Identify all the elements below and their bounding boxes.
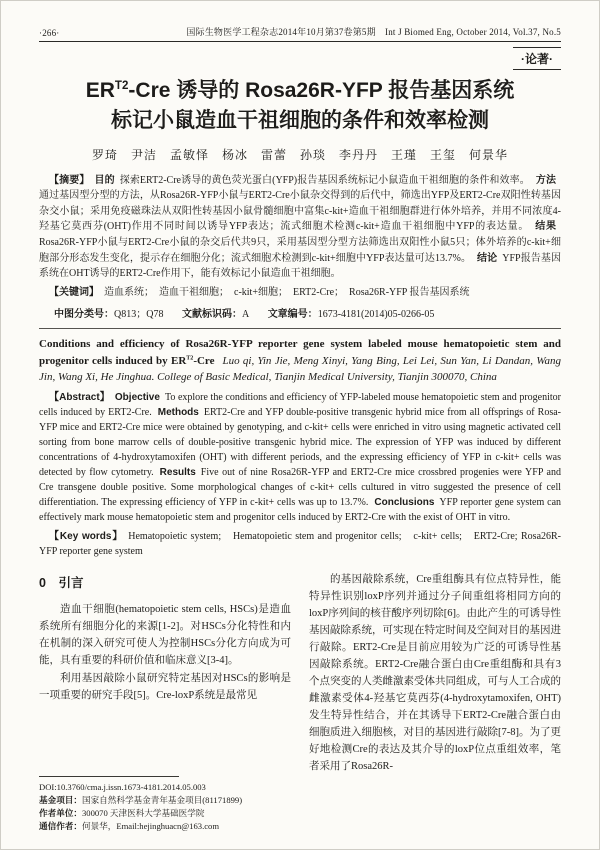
keywords-zh — [39, 285, 561, 301]
objective-label-en: Objective — [114, 391, 160, 403]
intro-paragraph-1: 造血干细胞(hematopoietic stem cells, HSCs)是造血系统所有细胞分化的来源[1-2]。对HSCs分化特性和内在机制的深入研究可使人为控制HSCs分化方向成为可能，具有重要的科研价值和临床意义[3-4]。 — [39, 604, 291, 667]
authors-zh: 罗琦 尹洁 孟敏怿 杨冰 雷蕾 孙琰 李丹丹 王瑾 王玺 何景华 — [91, 147, 508, 162]
page-header — [39, 25, 561, 41]
methods-text-zh: 通过基因型分型的方法，从Rosa26R-YFP小鼠与ERT2-Cre小鼠杂交得到的后代中，筛选出YFP及ERT2-Cre双阳性转基因杂交小鼠；采用免疫磁珠法从双阳性转基因小鼠骨髓细胞中富集c-kit+造血干祖细胞群进行体外培养，并用不同浓度4-羟基它莫西芬(OHT)作用不同时间以诱导YFP表达；流式细胞术检测c-kit+造血干祖细胞中YFP的表达量。 — [39, 190, 561, 233]
right-column — [309, 571, 561, 833]
abstract-label: 【摘要】 — [49, 174, 90, 186]
objective-label-zh: 目的 — [94, 174, 115, 186]
fund-line: 基金项目：国家自然科学基金青年基金项目(81171899) — [39, 795, 243, 806]
article-type-row — [39, 47, 561, 70]
conclusion-text-zh: YFP报告基因系统在OHT诱导的ERT2-Cre作用下，能有效标记小鼠造血干祖细胞。 — [39, 252, 561, 280]
keywords-en — [39, 529, 561, 559]
methods-label-zh: 方法 — [535, 174, 557, 186]
header-rule — [39, 41, 561, 42]
conclusion-label-zh: 结论 — [477, 252, 498, 264]
authors-en: Luo qi, Yin Jie, Meng Xinyi, Yang Bing, Lei Lei, Sun Yan, Li Dandan, Wang Jin, Wang Xi, He Jinghua. College of Basic Medical, Tianjin Medical University, Tianjin 300070, China — [39, 354, 561, 384]
keywords-label-zh: 【关键词】 — [49, 286, 99, 298]
footnotes — [39, 776, 291, 833]
title-en — [39, 336, 561, 386]
objective-text-zh: 探索ERT2-Cre诱导的黄色荧光蛋白(YFP)报告基因系统标记小鼠造血干祖细胞的条件和效率。 — [119, 174, 530, 186]
document-code: 文献标识码：A — [181, 309, 250, 321]
title-superscript: T2 — [114, 80, 129, 92]
page-number: ·266· — [39, 28, 60, 38]
title-en-text: Conditions and efficiency of Rosa26R-YFP reporter gene system labeled mouse hematopoietic stem and progenitor cells induced by $ER^{T2}$-Cre — [39, 338, 561, 367]
results-label-en: Results — [159, 466, 196, 478]
abstract-zh — [39, 173, 561, 282]
correspondence-line: 通信作者：何景华，Email:hejinghuacn@163.com — [39, 821, 220, 832]
results-text-zh: Rosa26R-YFP小鼠与ERT2-Cre小鼠的杂交后代共9只，采用基因型分型方法筛选出双阳性小鼠5只；体外培养的c-kit+细胞部分形态发生变化，提示存在细胞分化；流式细胞术检测到c-kit+细胞中YFP表达量可达13.7%。 — [39, 237, 561, 264]
paper-title-zh — [39, 76, 561, 136]
keywords-text-zh: 造血系统； 造血干祖细胞； c-kit+细胞； ERT2-Cre； Rosa26R-YFP 报告基因系统 — [104, 286, 470, 298]
methods-text-en: ERT2-Cre and YFP double-positive transgenic hybrid mice from all offsprings of Rosa-YFP mice and ERT2-Cre mice were obtained by genotyping, and c-kit+ cells were enriched in vitro using magnetic activated cell sorting from bone marrow cells of double-positive transgenic hybrid mice. The expression of YFP was induced by different concentrations of 4-hydroxytamoxifen (OHT) with different periods, and the expressing efficiency of YFP in c-kit+ cells was detected by flow cytometry. — [39, 406, 561, 478]
article-type-badge: ·论著· — [513, 47, 561, 70]
left-column — [39, 571, 291, 833]
body-columns — [39, 571, 561, 833]
objective-text-en: To explore the conditions and efficiency of YFP-labeled mouse hematopoietic stem and progenitor cells induced by ERT2-Cre. — [39, 391, 561, 418]
intro-paragraph-2: 利用基因敲除小鼠研究特定基因对HSCs的影响是一项重要的研究手段[5]。Cre-loxP系统是最常见 — [39, 673, 291, 702]
conclusions-label-en: Conclusions — [374, 496, 435, 508]
intro-paragraph-3: 的基因敲除系统，Cre重组酶具有位点特异性，能特异性识别loxP序列并通过分子间重组将相同方向的loxP序列间的核苷酸序列切除[6]。由此产生的可诱导性基因敲除系统，可实现在特定时间及空间对目的基因进行敲除。ERT2-Cre是目前应用较为广泛的可诱导性基因敲除系统。ERT2-Cre融合蛋白由Cre重组酶和具有3个点突变的人类雌激素受体共同组成，可与人工合成的雌激素受体4-羟基它莫西芬(4-hydroxytamoxifen, OHT)发生特异性结合，并在其诱导下ERT2-Cre融合蛋白由细胞质进入细胞核，对目的基因进行敲除[7-8]。为了更好地检测Cre的表达及其介导的loxP位点重组效率，笔者采用了Rosa26R- — [309, 573, 561, 772]
clc-number: 中图分类号：Q813；Q78 — [54, 309, 164, 321]
conclusions-text-en: YFP reporter gene system can effectively mark mouse hematopoietic stem and progenitor cells induced by ERT2-Cre with the exist of OHT in vitro. — [39, 496, 562, 523]
affiliation-line: 作者单位：300070 天津医科大学基础医学院 — [39, 808, 205, 819]
methods-label-en: Methods — [157, 406, 199, 418]
title-line-2: 标记小鼠造血干祖细胞的条件和效率检测 — [111, 108, 489, 132]
journal-info: 国际生物医学工程杂志2014年10月第37卷第5期 Int J Biomed Eng, October 2014, Vol.37, No.5 — [186, 27, 561, 37]
results-text-en: Five out of nine Rosa26R-YFP and ERT2-Cre mice crossbred progenies were YFP and Cre transgene double positive. Some morphological changes of c-kit+ cells cultured in vitro suggested the presence of cell differentiation. The expressing efficiency of YFP in c-kit+ cells was up to 13.7%. — [39, 466, 561, 508]
keywords-label-en: 【Key words】 — [49, 530, 124, 542]
title-line-1: $ER^{T2}$-Cre 诱导的 Rosa26R-YFP 报告基因系统 — [85, 79, 515, 102]
doi-line: DOI:10.3760/cma.j.issn.1673-4181.2014.05.003 — [39, 782, 206, 793]
article-id: 文章编号：1673-4181(2014)05-0266-05 — [267, 309, 435, 321]
classification-line — [39, 305, 561, 320]
section-divider — [39, 328, 561, 329]
keywords-text-en: Hematopoietic system; Hematopoietic stem and progenitor cells; c-kit+ cells; ERT2-Cre; Rosa26R-YFP reporter gene system — [39, 530, 562, 557]
abstract-en — [39, 390, 561, 525]
abstract-label-en: 【Abstract】 — [49, 391, 110, 403]
section-heading-intro: 0 引言 — [39, 575, 84, 590]
title-en-superscript: T2 — [186, 355, 194, 362]
results-label-zh: 结果 — [535, 221, 556, 233]
